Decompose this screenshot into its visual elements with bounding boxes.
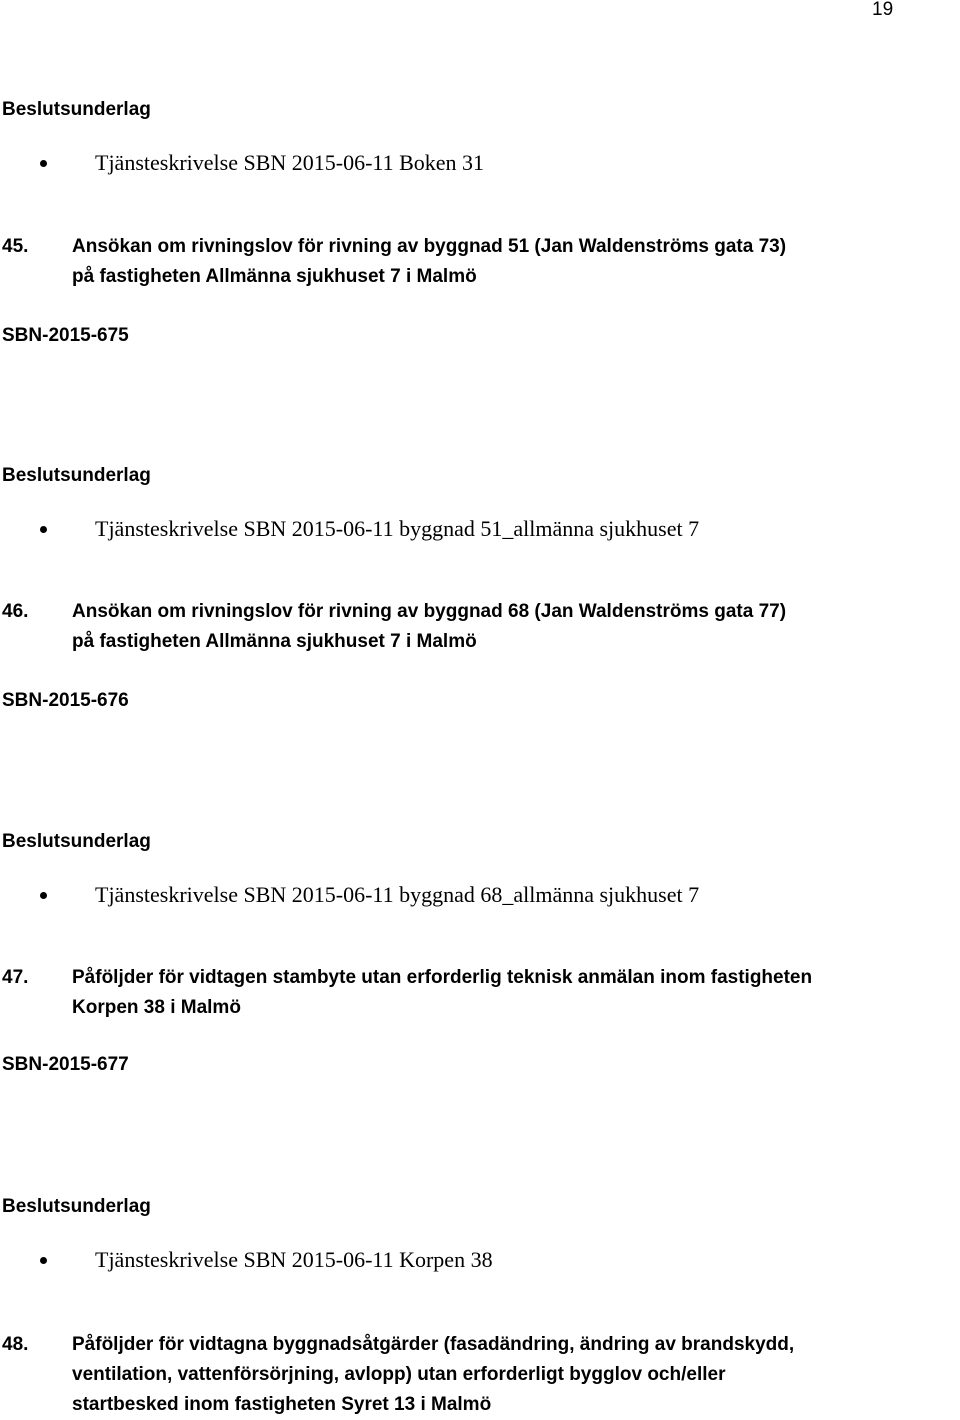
item-number: 48. (2, 1334, 29, 1355)
item-title: Ansökan om rivningslov för rivning av byggnad 51 (Jan Waldenströms gata 73) på fastigheten Allmänna sjukhuset 7 i Malmö (72, 236, 787, 287)
item-title: Påföljder för vidtagen stambyte utan erforderlig teknisk anmälan inom fastigheten Korpen 38 i Malmö (72, 967, 813, 1018)
item-number: 46. (2, 601, 29, 622)
item-title: Ansökan om rivningslov för rivning av byggnad 68 (Jan Waldenströms gata 77) på fastigheten Allmänna sjukhuset 7 i Malmö (72, 601, 787, 652)
decision-basis-label: Beslutsunderlag (2, 831, 151, 852)
case-id: SBN-2015-677 (2, 1054, 129, 1075)
decision-basis-label: Beslutsunderlag (2, 99, 151, 120)
bullet-icon (40, 160, 47, 167)
item-title: Påföljder för vidtagna byggnadsåtgärder (fasadändring, ändring av brandskydd, ventilation, vattenförsörjning, avlopp) utan erforderligt bygglov och/eller startbesked inom fastigheten Syret 13 i Malmö (72, 1334, 795, 1415)
bullet-icon (40, 892, 47, 899)
bullet-icon (40, 1257, 47, 1264)
page-number: 19 (872, 0, 894, 20)
document-link[interactable]: Tjänsteskrivelse SBN 2015-06-11 byggnad 51_allmänna sjukhuset 7 (95, 516, 700, 541)
document-link[interactable]: Tjänsteskrivelse SBN 2015-06-11 byggnad 68_allmänna sjukhuset 7 (95, 882, 700, 907)
document-link[interactable]: Tjänsteskrivelse SBN 2015-06-11 Korpen 38 (95, 1247, 493, 1272)
case-id: SBN-2015-675 (2, 325, 129, 346)
item-number: 47. (2, 967, 29, 988)
document-link[interactable]: Tjänsteskrivelse SBN 2015-06-11 Boken 31 (95, 150, 485, 175)
item-number: 45. (2, 236, 29, 257)
case-id: SBN-2015-676 (2, 690, 129, 711)
decision-basis-label: Beslutsunderlag (2, 1196, 151, 1217)
decision-basis-label: Beslutsunderlag (2, 465, 151, 486)
bullet-icon (40, 526, 47, 533)
